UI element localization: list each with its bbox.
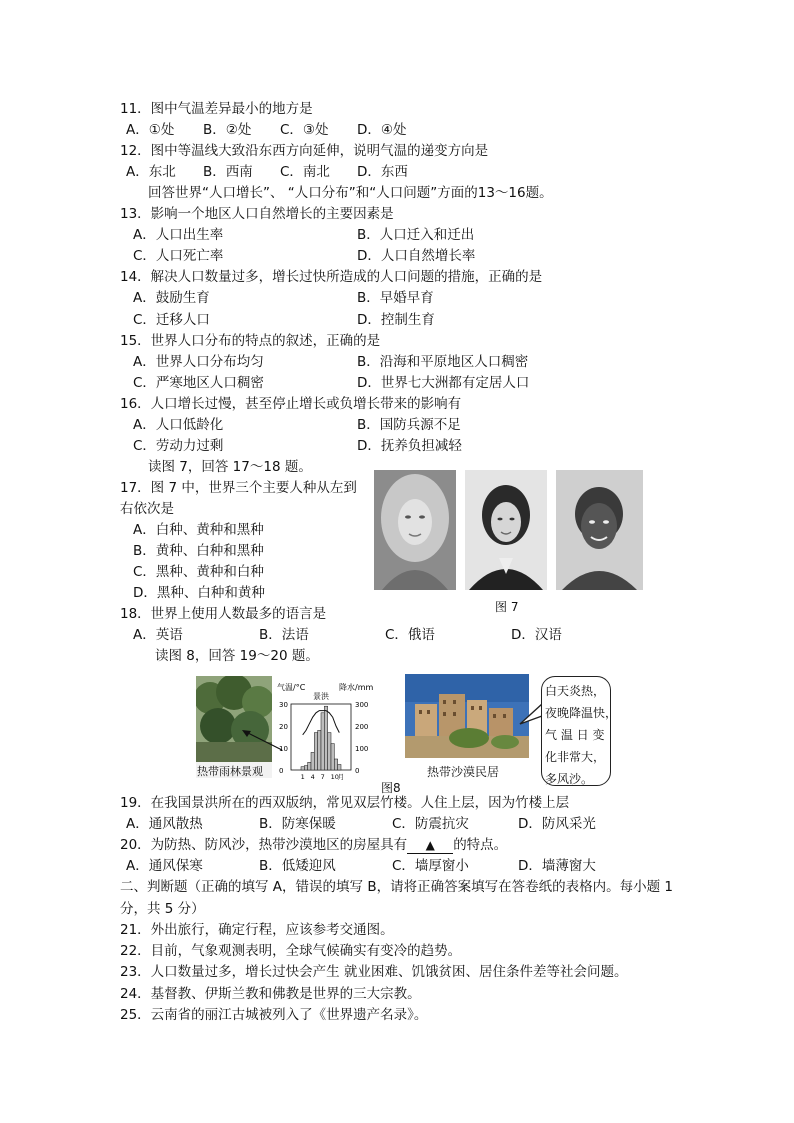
precip-bar-10: [331, 744, 334, 770]
q14-option-a: A．鼓励生育: [133, 290, 210, 306]
section2-heading-line1: 二、判断题（正确的填写 A，错误的填写 B，请将正确答案填写在答卷纸的表格内。每小题 1: [120, 879, 673, 895]
q25: 25．云南省的丽江古城被列入了《世界遗产名录》。: [120, 1007, 428, 1023]
bubble-line-2: 夜晚降温快，: [545, 706, 618, 720]
q13-option-a: A．人口出生率: [133, 227, 224, 243]
q20-option-d: D．墙薄窗大: [518, 858, 596, 874]
fig8-caption: 图8: [381, 781, 401, 795]
q17-option-d: D．黑种、白种和黄种: [133, 585, 265, 601]
q13-option-b: B．人口迁入和迁出: [357, 227, 475, 243]
q20-option-a: A．通风保寒: [126, 858, 203, 874]
q13-stem: 13．影响一个地区人口自然增长的主要因素是: [120, 206, 394, 222]
q16-option-b: B．国防兵源不足: [357, 417, 461, 433]
bubble-line-5: 多风沙。: [545, 772, 594, 786]
q16-option-c: C．劳动力过剩: [133, 438, 224, 454]
precip-bar-8: [324, 706, 327, 770]
q20-option-b: B．低矮迎风: [259, 858, 336, 874]
q12-stem: 12．图中等温线大致沿东西方向延伸，说明气温的递变方向是: [120, 143, 489, 159]
precip-bar-7: [321, 713, 324, 770]
bubble-line-1: 白天炎热，: [545, 684, 606, 698]
right-tick-label: 200: [355, 723, 369, 731]
precip-bar-1: [301, 767, 304, 770]
chart-ylabel-right: 降水/mm: [339, 683, 374, 692]
left-tick-label: 30: [279, 701, 288, 709]
q15-option-d: D．世界七大洲都有定居人口: [357, 375, 530, 391]
q13-option-c: C．人口死亡率: [133, 248, 224, 264]
intro-19-20: 读图 8，回答 19～20 题。: [155, 648, 319, 664]
left-tick-label: 20: [279, 723, 288, 731]
bubble-line-3: 气 温 日 变: [545, 728, 605, 742]
intro-17-18: 读图 7，回答 17～18 题。: [148, 459, 312, 475]
q18-option-d: D．汉语: [511, 627, 562, 643]
q20-stem: [120, 836, 507, 854]
q12-option-c: C．南北: [280, 164, 330, 180]
q19-option-d: D．防风采光: [518, 816, 596, 832]
white-race-portrait: [374, 470, 456, 590]
q11-option-b: B．②处: [203, 122, 252, 138]
q15-option-b: B．沿海和平原地区人口稠密: [357, 354, 529, 370]
x-tick-label: 10: [330, 773, 339, 781]
x-tick-label: 1: [300, 773, 305, 781]
yellow-race-portrait: [465, 470, 547, 590]
desert-dwelling-label: 热带沙漠民居: [427, 765, 500, 779]
jinghong-climate-chart: [277, 682, 377, 782]
q19-stem: 19．在我国景洪所在的西双版纳，常见双层竹楼。人住上层，因为竹楼上层: [120, 795, 570, 811]
q17-option-b: B．黄种、白种和黑种: [133, 543, 264, 559]
q17-option-c: C．黑种、黄种和白种: [133, 564, 264, 580]
q14-option-b: B．早婚早育: [357, 290, 434, 306]
q19-option-c: C．防震抗灾: [392, 816, 469, 832]
precip-bar-3: [308, 762, 311, 770]
q12-option-d: D．东西: [357, 164, 408, 180]
q24: 24．基督教、伊斯兰教和佛教是世界的三大宗教。: [120, 986, 421, 1002]
section2-heading-line2: 分，共 5 分）: [120, 901, 205, 917]
q13-option-d: D．人口自然增长率: [357, 248, 476, 264]
q18-stem: 18．世界上使用人数最多的语言是: [120, 606, 327, 622]
q19-option-a: A．通风散热: [126, 816, 203, 832]
q22: 22．目前，气象观测表明，全球气候确实有变冷的趋势。: [120, 943, 462, 959]
precip-bar-11: [334, 759, 337, 770]
q14-stem: 14．解决人口数量过多，增长过快所造成的人口问题的措施，正确的是: [120, 269, 543, 285]
right-tick-label: 100: [355, 745, 369, 753]
desert-dwelling-photo: [405, 674, 529, 758]
chart-title: 景洪: [313, 692, 329, 701]
q20-option-c: C．墙厚窗小: [392, 858, 469, 874]
precip-bar-6: [318, 730, 321, 770]
q16-option-d: D．抚养负担减轻: [357, 438, 462, 454]
left-tick-label: 10: [279, 745, 288, 753]
precip-bar-12: [338, 765, 341, 771]
q14-option-c: C．迁移人口: [133, 312, 210, 328]
q20-answer-blank: ▲: [407, 838, 453, 854]
fig7-caption: 图 7: [495, 600, 519, 614]
precip-bar-2: [304, 766, 307, 770]
q12-option-b: B．西南: [203, 164, 253, 180]
q21: 21．外出旅行，确定行程，应该参考交通图。: [120, 922, 394, 938]
black-race-portrait: [556, 470, 643, 590]
rainforest-label: 热带雨林景观: [197, 765, 263, 778]
precip-bar-9: [328, 733, 331, 770]
right-tick-label: 300: [355, 701, 369, 709]
q17-option-a: A．白种、黄种和黑种: [133, 522, 264, 538]
q15-option-a: A．世界人口分布均匀: [133, 354, 264, 370]
q18-option-c: C．俄语: [385, 627, 435, 643]
q11-stem: 11．图中气温差异最小的地方是: [120, 101, 313, 117]
precip-bar-4: [311, 752, 314, 770]
q18-option-b: B．法语: [259, 627, 309, 643]
q17-stem-line1: 17．图 7 中，世界三个主要人种从左到: [120, 480, 357, 496]
q11-option-c: C．③处: [280, 122, 329, 138]
bubble-line-4: 化非常大，: [545, 750, 606, 764]
x-tick-label: 月: [337, 773, 345, 781]
x-tick-label: 4: [310, 773, 315, 781]
q11-option-a: A．①处: [126, 122, 175, 138]
left-tick-label: 0: [279, 767, 284, 775]
q18-option-a: A．英语: [133, 627, 183, 643]
q15-option-c: C．严寒地区人口稠密: [133, 375, 264, 391]
precip-bar-5: [314, 733, 317, 770]
q15-stem: 15．世界人口分布的特点的叙述，正确的是: [120, 333, 381, 349]
q12-option-a: A．东北: [126, 164, 176, 180]
q17-stem-line2: 右依次是: [120, 501, 174, 517]
desert-climate-bubble: [541, 676, 618, 786]
chart-ylabel-left: 气温/°C: [277, 683, 306, 692]
right-tick-label: 0: [355, 767, 360, 775]
q19-option-b: B．防寒保暖: [259, 816, 336, 832]
q23: 23．人口数量过多，增长过快会产生 就业困难、饥饿贫困、居住条件差等社会问题。: [120, 964, 628, 980]
q16-stem: 16．人口增长过慢，甚至停止增长或负增长带来的影响有: [120, 396, 462, 412]
x-tick-label: 7: [320, 773, 325, 781]
q20-stem-post: 的特点。: [453, 837, 508, 853]
q14-option-d: D．控制生育: [357, 312, 435, 328]
intro-13-16: 回答世界“人口增长”、 “人口分布”和“人口问题”方面的13～16题。: [148, 185, 553, 201]
q16-option-a: A．人口低龄化: [133, 417, 224, 433]
q20-stem-pre: 20．为防热、防风沙，热带沙漠地区的房屋具有: [120, 837, 408, 853]
q11-option-d: D．④处: [357, 122, 407, 138]
